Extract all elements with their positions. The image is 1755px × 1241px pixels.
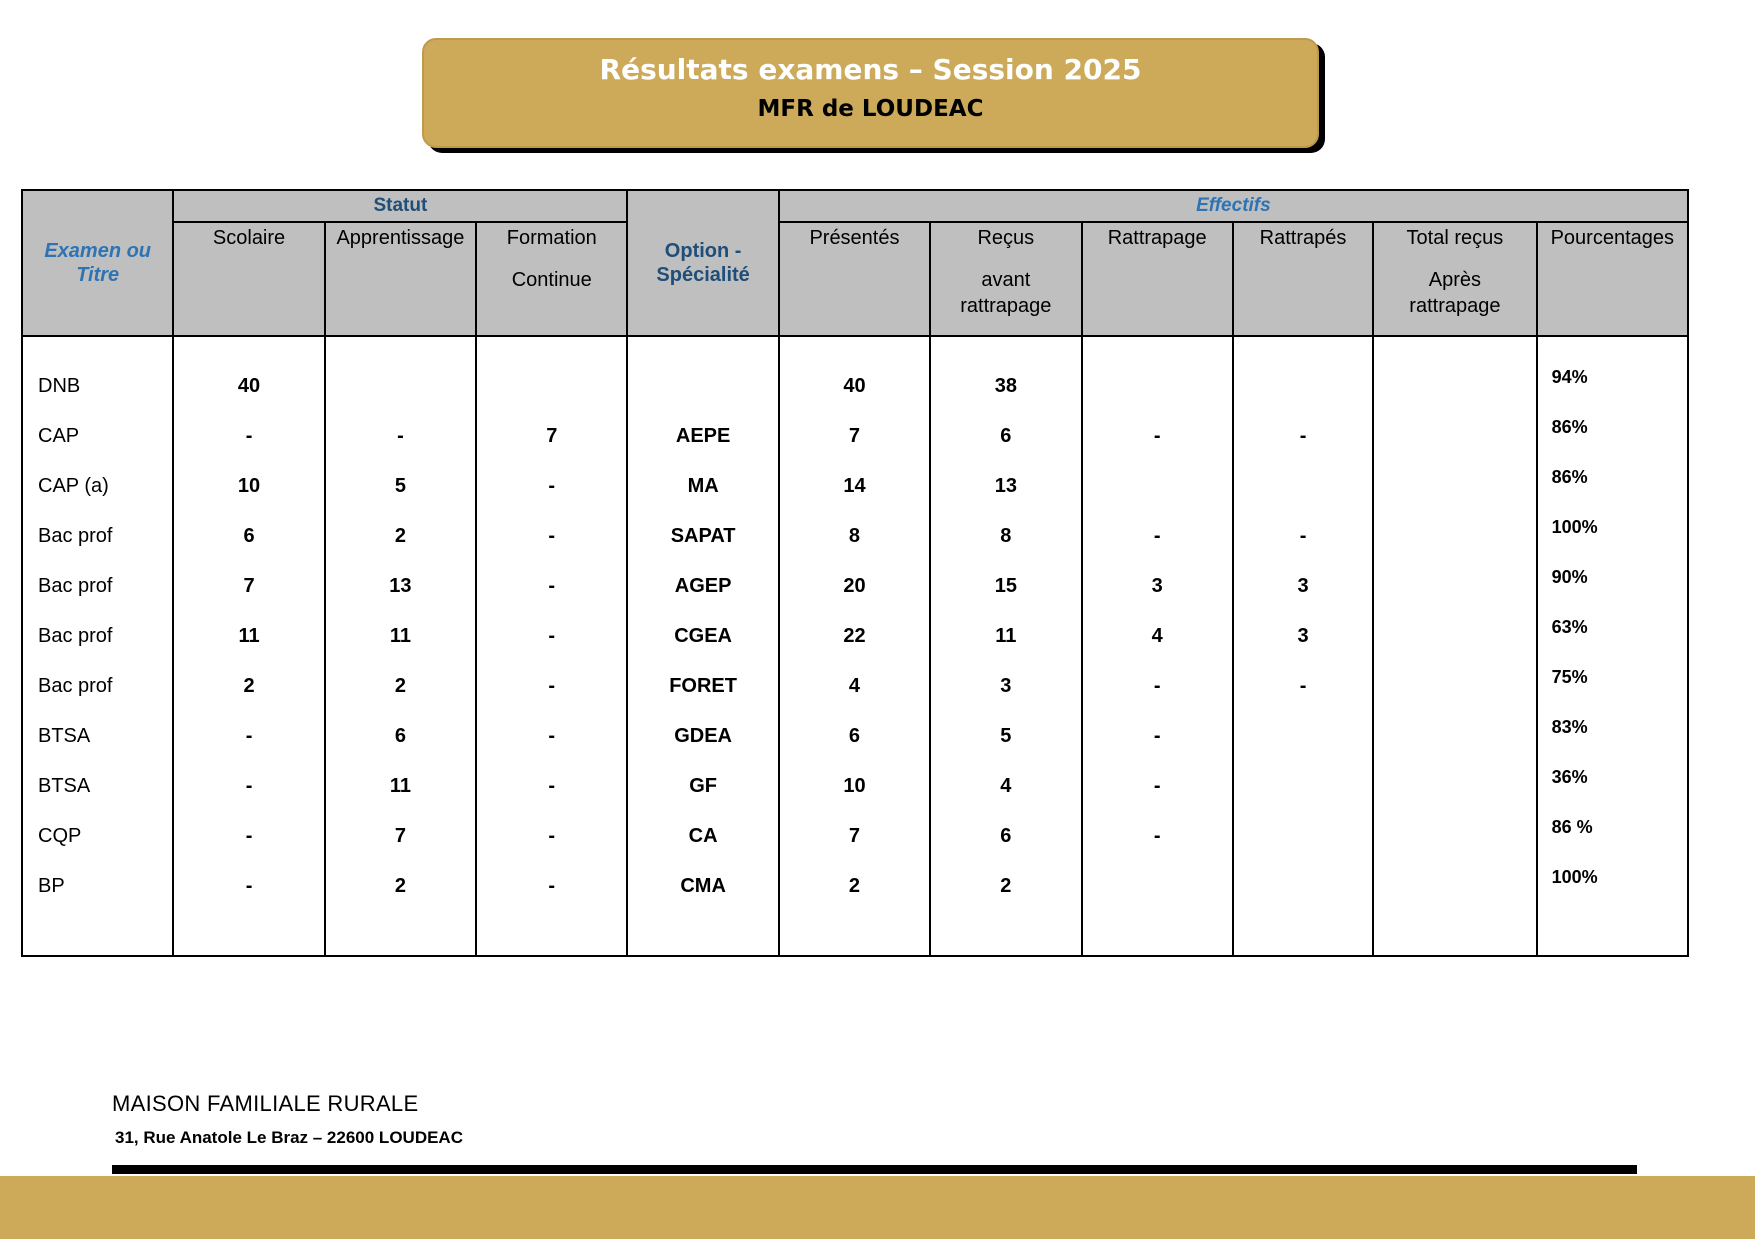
cell-formation: - bbox=[476, 861, 627, 911]
cell-scolaire: 11 bbox=[173, 611, 324, 661]
cell-apprentissage bbox=[325, 361, 476, 411]
cell-rattrapes: - bbox=[1233, 411, 1373, 461]
cell-scolaire: 10 bbox=[173, 461, 324, 511]
cell-formation: 7 bbox=[476, 411, 627, 461]
cell-exam: BTSA bbox=[22, 761, 173, 811]
cell-rattrapes: 3 bbox=[1233, 611, 1373, 661]
cell-pourcentage: 75% bbox=[1537, 661, 1688, 711]
cell-rattrapes bbox=[1233, 761, 1373, 811]
cell-apprentissage: 2 bbox=[325, 861, 476, 911]
cell-pourcentage: 86 % bbox=[1537, 811, 1688, 861]
table-row bbox=[22, 511, 1688, 561]
cell-exam: CQP bbox=[22, 811, 173, 861]
cell-recus: 2 bbox=[930, 861, 1081, 911]
cell-option: FORET bbox=[627, 661, 778, 711]
cell-rattrapes: - bbox=[1233, 511, 1373, 561]
cell-recus: 6 bbox=[930, 411, 1081, 461]
table-row bbox=[22, 461, 1688, 511]
cell-exam: CAP (a) bbox=[22, 461, 173, 511]
table-row bbox=[22, 761, 1688, 811]
cell-presentes: 7 bbox=[779, 411, 930, 461]
cell-rattrapes: - bbox=[1233, 661, 1373, 711]
table-row bbox=[22, 861, 1688, 911]
cell-total bbox=[1373, 461, 1536, 511]
cell-total bbox=[1373, 711, 1536, 761]
cell-presentes: 10 bbox=[779, 761, 930, 811]
cell-rattrapes: 3 bbox=[1233, 561, 1373, 611]
cell-apprentissage: 2 bbox=[325, 661, 476, 711]
cell-exam: BTSA bbox=[22, 711, 173, 761]
cell-exam: BP bbox=[22, 861, 173, 911]
table-row bbox=[22, 611, 1688, 661]
cell-rattrapage bbox=[1082, 461, 1233, 511]
cell-rattrapage: - bbox=[1082, 761, 1233, 811]
cell-total bbox=[1373, 861, 1536, 911]
cell-apprentissage: 7 bbox=[325, 811, 476, 861]
header-option: Option - Spécialité bbox=[627, 190, 778, 336]
header-formation-continue: Formation Continue bbox=[476, 222, 627, 336]
cell-recus: 6 bbox=[930, 811, 1081, 861]
title-banner bbox=[422, 38, 1319, 148]
page-title: Résultats examens – Session 2025 bbox=[599, 53, 1142, 86]
cell-presentes: 7 bbox=[779, 811, 930, 861]
cell-rattrapage: - bbox=[1082, 811, 1233, 861]
cell-total bbox=[1373, 761, 1536, 811]
cell-formation: - bbox=[476, 611, 627, 661]
cell-exam: Bac prof bbox=[22, 611, 173, 661]
header-pourcentages: Pourcentages bbox=[1537, 222, 1688, 336]
cell-total bbox=[1373, 611, 1536, 661]
cell-option: SAPAT bbox=[627, 511, 778, 561]
cell-pourcentage: 83% bbox=[1537, 711, 1688, 761]
cell-apprentissage: 2 bbox=[325, 511, 476, 561]
cell-scolaire: - bbox=[173, 761, 324, 811]
cell-recus: 15 bbox=[930, 561, 1081, 611]
header-exam: Examen ou Titre bbox=[22, 190, 173, 336]
cell-total bbox=[1373, 661, 1536, 711]
cell-formation: - bbox=[476, 761, 627, 811]
cell-total bbox=[1373, 361, 1536, 411]
header-total-recus: Total reçus Après rattrapage bbox=[1373, 222, 1536, 336]
header-group-statut: Statut bbox=[173, 190, 627, 222]
cell-total bbox=[1373, 811, 1536, 861]
cell-recus: 3 bbox=[930, 661, 1081, 711]
cell-rattrapes bbox=[1233, 711, 1373, 761]
cell-presentes: 40 bbox=[779, 361, 930, 411]
cell-rattrapes bbox=[1233, 861, 1373, 911]
cell-rattrapage bbox=[1082, 361, 1233, 411]
cell-rattrapes bbox=[1233, 361, 1373, 411]
cell-rattrapes bbox=[1233, 811, 1373, 861]
footer-organization: MAISON FAMILIALE RURALE bbox=[112, 1091, 419, 1116]
cell-exam: CAP bbox=[22, 411, 173, 461]
cell-scolaire: - bbox=[173, 811, 324, 861]
cell-rattrapage: - bbox=[1082, 411, 1233, 461]
cell-rattrapage: - bbox=[1082, 511, 1233, 561]
cell-pourcentage: 90% bbox=[1537, 561, 1688, 611]
cell-option: CMA bbox=[627, 861, 778, 911]
cell-exam: DNB bbox=[22, 361, 173, 411]
table-row bbox=[22, 661, 1688, 711]
table-row bbox=[22, 811, 1688, 861]
cell-option: GDEA bbox=[627, 711, 778, 761]
header-scolaire: Scolaire bbox=[173, 222, 324, 336]
cell-presentes: 20 bbox=[779, 561, 930, 611]
cell-option: AEPE bbox=[627, 411, 778, 461]
results-table bbox=[21, 189, 1689, 957]
cell-presentes: 8 bbox=[779, 511, 930, 561]
table-row bbox=[22, 561, 1688, 611]
cell-option: GF bbox=[627, 761, 778, 811]
cell-option bbox=[627, 361, 778, 411]
header-apprentissage: Apprentissage bbox=[325, 222, 476, 336]
cell-presentes: 14 bbox=[779, 461, 930, 511]
header-group-effectifs: Effectifs bbox=[779, 190, 1688, 222]
cell-scolaire: 2 bbox=[173, 661, 324, 711]
cell-recus: 8 bbox=[930, 511, 1081, 561]
cell-pourcentage: 94% bbox=[1537, 361, 1688, 411]
cell-apprentissage: 11 bbox=[325, 611, 476, 661]
cell-option: CA bbox=[627, 811, 778, 861]
cell-apprentissage: 13 bbox=[325, 561, 476, 611]
cell-total bbox=[1373, 561, 1536, 611]
cell-scolaire: - bbox=[173, 711, 324, 761]
cell-formation: - bbox=[476, 811, 627, 861]
cell-formation: - bbox=[476, 561, 627, 611]
header-rattrapage: Rattrapage bbox=[1082, 222, 1233, 336]
cell-rattrapage bbox=[1082, 861, 1233, 911]
cell-formation: - bbox=[476, 511, 627, 561]
cell-presentes: 6 bbox=[779, 711, 930, 761]
cell-presentes: 4 bbox=[779, 661, 930, 711]
cell-rattrapage: 3 bbox=[1082, 561, 1233, 611]
cell-rattrapes bbox=[1233, 461, 1373, 511]
cell-option: AGEP bbox=[627, 561, 778, 611]
cell-scolaire: 40 bbox=[173, 361, 324, 411]
cell-scolaire: - bbox=[173, 861, 324, 911]
cell-apprentissage: 6 bbox=[325, 711, 476, 761]
cell-exam: Bac prof bbox=[22, 561, 173, 611]
cell-presentes: 22 bbox=[779, 611, 930, 661]
footer-address: 31, Rue Anatole Le Braz – 22600 LOUDEAC bbox=[115, 1128, 463, 1147]
footer-band bbox=[0, 1176, 1755, 1239]
cell-pourcentage: 63% bbox=[1537, 611, 1688, 661]
cell-rattrapage: - bbox=[1082, 661, 1233, 711]
cell-rattrapage: - bbox=[1082, 711, 1233, 761]
cell-formation: - bbox=[476, 461, 627, 511]
cell-exam: Bac prof bbox=[22, 661, 173, 711]
cell-scolaire: 7 bbox=[173, 561, 324, 611]
cell-option: MA bbox=[627, 461, 778, 511]
cell-recus: 5 bbox=[930, 711, 1081, 761]
cell-formation: - bbox=[476, 661, 627, 711]
table-row bbox=[22, 711, 1688, 761]
cell-formation bbox=[476, 361, 627, 411]
footer-divider bbox=[112, 1165, 1637, 1174]
cell-formation: - bbox=[476, 711, 627, 761]
cell-pourcentage: 100% bbox=[1537, 861, 1688, 911]
cell-recus: 11 bbox=[930, 611, 1081, 661]
cell-option: CGEA bbox=[627, 611, 778, 661]
table-row bbox=[22, 411, 1688, 461]
cell-pourcentage: 86% bbox=[1537, 411, 1688, 461]
cell-total bbox=[1373, 411, 1536, 461]
cell-presentes: 2 bbox=[779, 861, 930, 911]
cell-total bbox=[1373, 511, 1536, 561]
table-row bbox=[22, 361, 1688, 411]
cell-scolaire: - bbox=[173, 411, 324, 461]
cell-apprentissage: 11 bbox=[325, 761, 476, 811]
cell-recus: 13 bbox=[930, 461, 1081, 511]
cell-recus: 4 bbox=[930, 761, 1081, 811]
cell-pourcentage: 100% bbox=[1537, 511, 1688, 561]
header-presentes: Présentés bbox=[779, 222, 930, 336]
cell-recus: 38 bbox=[930, 361, 1081, 411]
header-recus: Reçus avant rattrapage bbox=[930, 222, 1081, 336]
cell-apprentissage: - bbox=[325, 411, 476, 461]
header-rattrapes: Rattrapés bbox=[1233, 222, 1373, 336]
page-subtitle: MFR de LOUDEAC bbox=[757, 96, 984, 122]
cell-exam: Bac prof bbox=[22, 511, 173, 561]
cell-rattrapage: 4 bbox=[1082, 611, 1233, 661]
cell-scolaire: 6 bbox=[173, 511, 324, 561]
cell-pourcentage: 36% bbox=[1537, 761, 1688, 811]
cell-pourcentage: 86% bbox=[1537, 461, 1688, 511]
cell-apprentissage: 5 bbox=[325, 461, 476, 511]
